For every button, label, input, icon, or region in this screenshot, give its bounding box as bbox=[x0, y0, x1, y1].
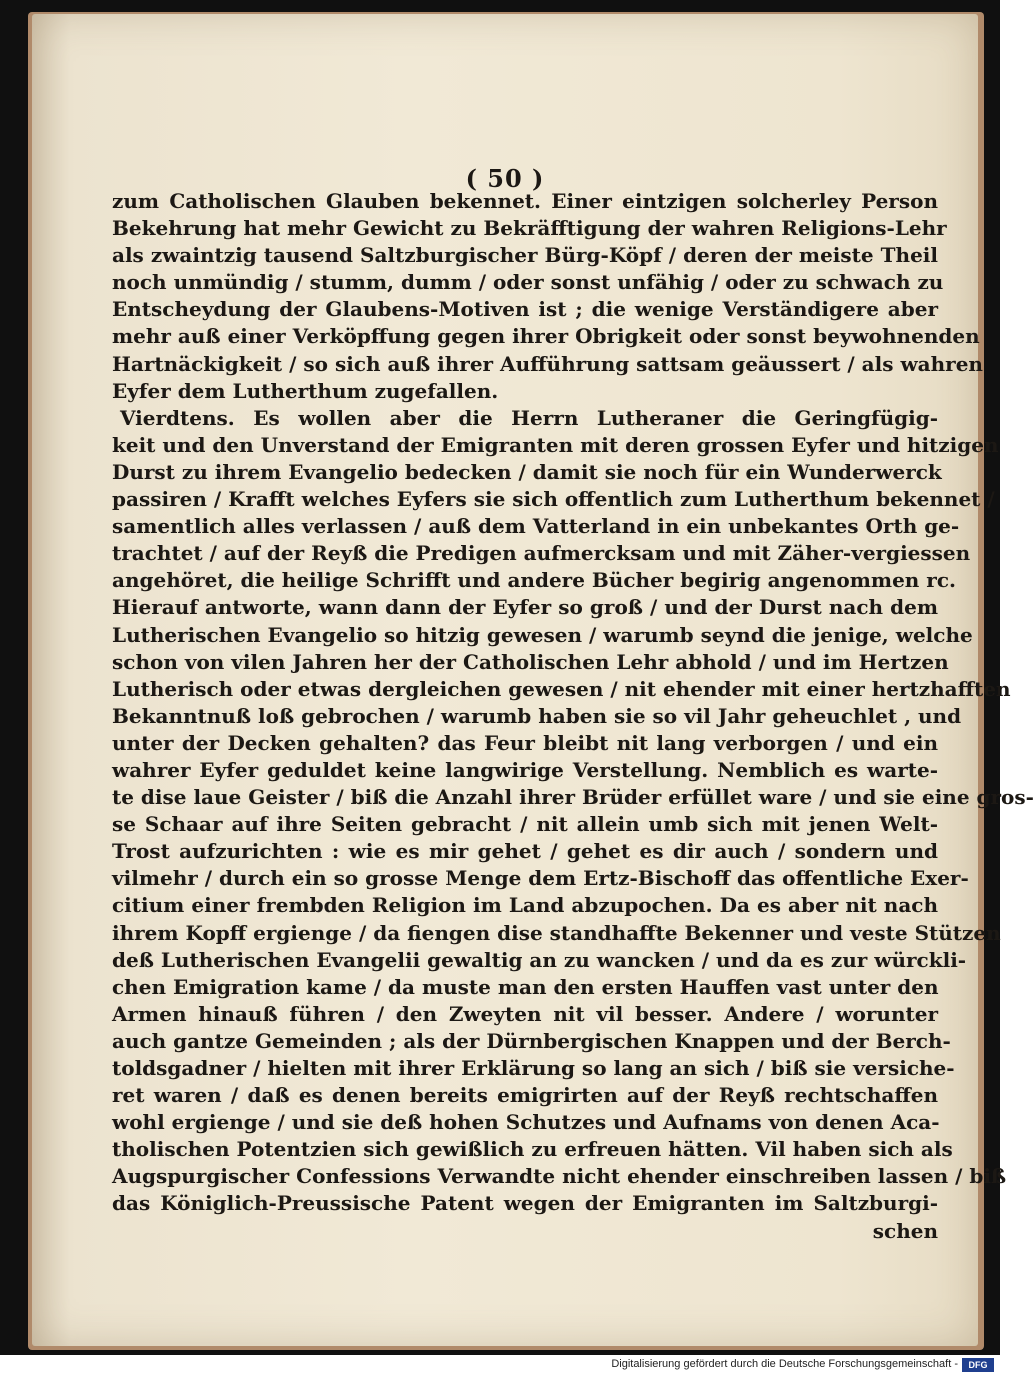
dfg-logo: DFG bbox=[962, 1358, 994, 1372]
text-line: wohl ergienge / und sie deß hohen Schutzes und Aufnams von denen Aca- bbox=[112, 1110, 940, 1135]
catchword: schen bbox=[872, 1218, 938, 1243]
text-line: se Schaar auf ihre Seiten gebracht / nit allein umb sich mit jenen Welt- bbox=[112, 812, 938, 837]
text-line: Bekehrung hat mehr Gewicht zu Bekräfftigung der wahren Religions-Lehr bbox=[112, 216, 947, 241]
text-line: als zwaintzig tausend Saltzburgischer Bürg-Köpf / deren der meiste Theil bbox=[112, 243, 938, 268]
text-line: chen Emigration kame / da muste man den ersten Hauffen vast unter den bbox=[112, 974, 939, 999]
text-line: Durst zu ihrem Evangelio bedecken / damit sie noch für ein Wunderwerck bbox=[112, 459, 942, 484]
text-line: keit und den Unverstand der Emigranten mit deren grossen Eyfer und hitzigen bbox=[112, 432, 999, 457]
text-line: Armen hinauß führen / den Zweyten nit vil besser. Andere / worunter bbox=[112, 1001, 938, 1026]
text-line: Hartnäckigkeit / so sich auß ihrer Aufführung sattsam geäussert / als wahren bbox=[112, 351, 983, 376]
text-line: Lutherischen Evangelio so hitzig gewesen / warumb seynd die jenige, welche bbox=[112, 622, 973, 647]
text-line: schon von vilen Jahren her der Catholischen Lehr abhold / und im Hertzen bbox=[112, 649, 949, 674]
text-line: vilmehr / durch ein so grosse Menge dem Ertz-Bischoff das offentliche Exer- bbox=[112, 866, 969, 891]
text-line: tholischen Potentzien sich gewißlich zu erfreuen hätten. Vil haben sich als bbox=[112, 1137, 953, 1162]
text-line: noch unmündig / stumm, dumm / oder sonst unfähig / oder zu schwach zu bbox=[112, 270, 944, 295]
text-line: angehöret, die heilige Schrifft und andere Bücher begirig angenommen rc. bbox=[112, 568, 956, 593]
text-line: Lutherisch oder etwas dergleichen gewesen / nit ehender mit einer hertzhafften bbox=[112, 676, 1011, 701]
text-line: auch gantze Gemeinden ; als der Dürnbergischen Knappen und der Berch- bbox=[112, 1028, 951, 1053]
text-line: toldsgadner / hielten mit ihrer Erklärung so lang an sich / biß sie versiche- bbox=[112, 1056, 955, 1080]
text-line: zum Catholischen Glauben bekennet. Einer eintzigen solcherley Person bbox=[112, 189, 938, 213]
text-line: unter der Decken gehalten? das Feur bleibt nit lang verborgen / und ein bbox=[112, 730, 938, 755]
text-line: Augspurgischer Confessions Verwandte nicht ehender einschreiben lassen / biß bbox=[112, 1164, 1007, 1189]
text-line: Entscheydung der Glaubens-Motiven ist ; die wenige Verständigere aber bbox=[112, 297, 938, 322]
text-line: Vierdtens. Es wollen aber die Herrn Lutheraner die Geringfügig- bbox=[120, 405, 938, 430]
text-line: Hierauf antworte, wann dann der Eyfer so groß / und der Durst nach dem bbox=[112, 595, 938, 620]
text-line: Trost aufzurichten : wie es mir gehet / gehet es dir auch / sondern und bbox=[112, 839, 938, 864]
text-line: ret waren / daß es denen bereits emigrirten auf der Reyß rechtschaffen bbox=[112, 1083, 938, 1108]
text-line: wahrer Eyfer geduldet keine langwirige Verstellung. Nemblich es warte- bbox=[112, 757, 938, 782]
text-line: deß Lutherischen Evangelii gewaltig an zu wancken / und da es zur würckli- bbox=[112, 947, 967, 972]
text-line: ihrem Kopff ergienge / da fiengen dise standhaffte Bekenner und veste Stützen bbox=[112, 920, 1001, 945]
page-number: ( 50 ) bbox=[465, 164, 545, 193]
text-line: trachtet / auf der Reyß die Predigen aufmercksam und mit Zäher-vergiessen bbox=[112, 541, 971, 566]
text-line: mehr auß einer Verköpffung gegen ihrer Obrigkeit oder sonst beywohnenden bbox=[112, 324, 980, 349]
text-line: Bekanntnuß loß gebrochen / warumb haben sie so vil Jahr geheuchlet , und bbox=[112, 703, 962, 728]
text-line: Eyfer dem Lutherthum zugefallen. bbox=[112, 378, 499, 403]
text-line: te dise laue Geister / biß die Anzahl ihrer Brüder erfüllet ware / und sie eine gros- bbox=[112, 785, 1034, 810]
text-line: das Königlich-Preussische Patent wegen der Emigranten im Saltzburgi- bbox=[112, 1191, 938, 1216]
funding-credit: Digitalisierung gefördert durch die Deutsche Forschungsgemeinschaft - bbox=[611, 1358, 958, 1370]
text-line: citium einer frembden Religion im Land abzupochen. Da es aber nit nach bbox=[112, 893, 938, 918]
text-line: samentlich alles verlassen / auß dem Vatterland in ein unbekantes Orth ge- bbox=[112, 514, 960, 539]
body-text bbox=[112, 188, 1034, 1245]
text-line: passiren / Krafft welches Eyfers sie sich offentlich zum Lutherthum bekennet / bbox=[112, 487, 995, 512]
